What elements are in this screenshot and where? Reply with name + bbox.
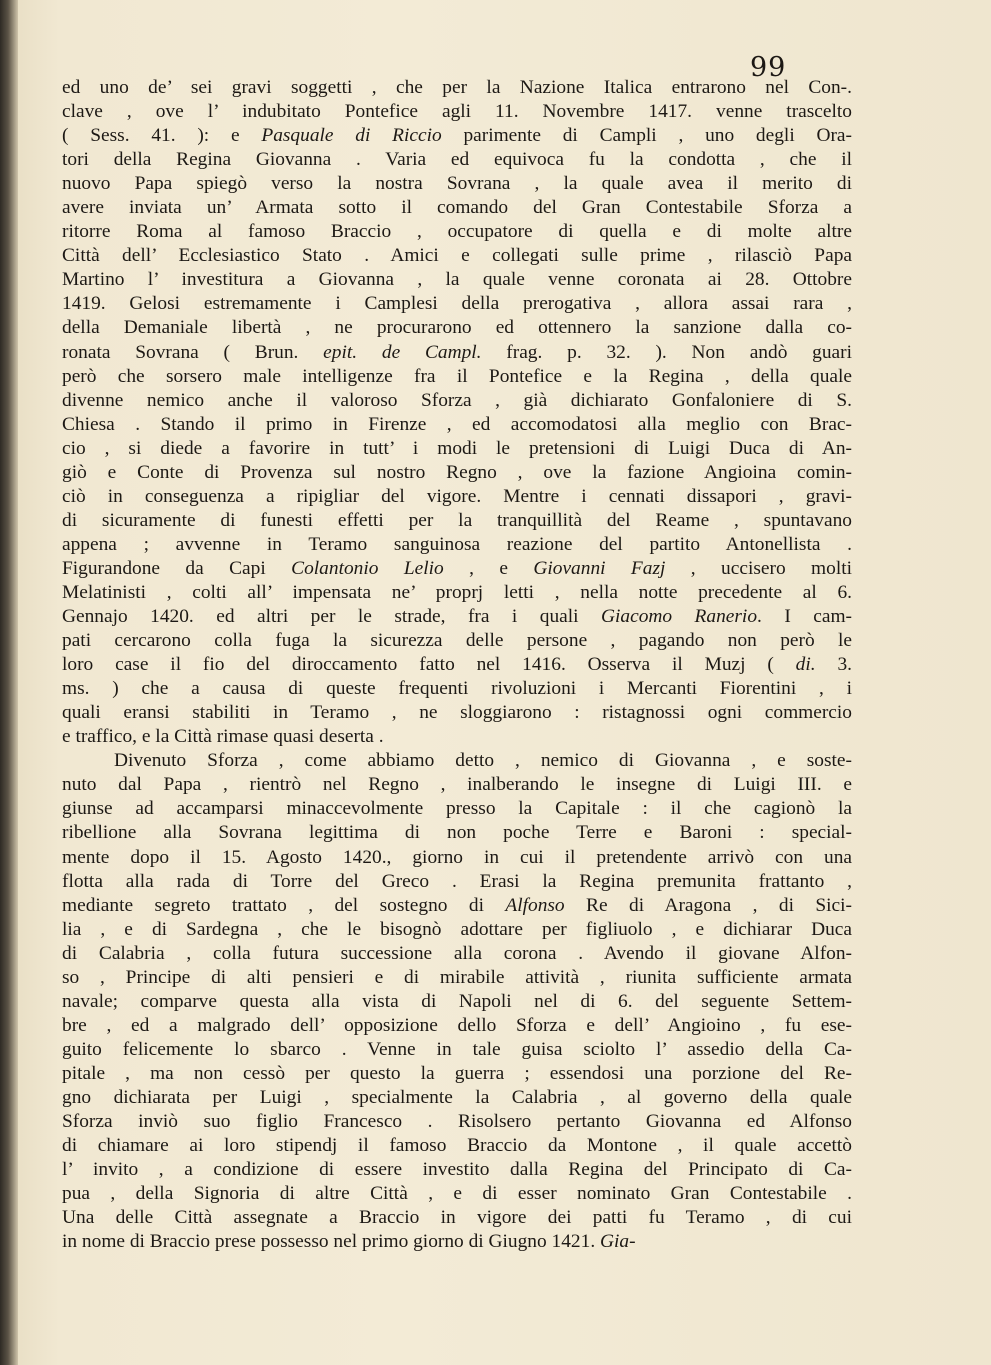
text-run: Una delle Città assegnate a Braccio in vigore dei patti fu Teramo , di cui <box>62 1207 852 1229</box>
text-run: Divenuto Sforza , come abbiamo detto , nemico di Giovanna , e soste- <box>114 750 852 772</box>
text-line <box>62 172 852 196</box>
text-run: flotta alla rada di Torre del Greco . Erasi la Regina premunita frattanto , <box>62 870 852 892</box>
text-run: lia , e di Sardegna , che le bisognò adottare per figliuolo , e dichiarar Duca <box>62 918 852 940</box>
text-run: Martino l’ investitura a Giovanna , la quale venne coronata ai 28. Ottobre <box>62 269 852 291</box>
text-line <box>62 894 852 918</box>
text-line <box>62 365 852 389</box>
text-run: 3. <box>815 654 853 676</box>
text-line <box>62 413 852 437</box>
text-line <box>62 749 852 773</box>
text-run: ( Sess. 41. ): e <box>62 125 262 147</box>
text-run: Figurandone da Capi <box>62 557 292 579</box>
text-line <box>62 509 852 533</box>
text-run: ed uno de’ sei gravi soggetti , che per la Nazione Italica entrarono nel Con-. <box>62 77 852 98</box>
text-run: nuto dal Papa , rientrò nel Regno , inalberando le insegne di Luigi III. e <box>62 774 852 796</box>
text-line <box>62 677 852 701</box>
text-line <box>62 196 852 220</box>
text-run: mente dopo il 15. Agosto 1420., giorno in cui il pretendente arrivò con una <box>62 846 852 868</box>
text-run: so , Principe di alti pensieri e di mirabile attività , riunita sufficiente armata <box>62 966 852 988</box>
text-run: ms. ) che a causa di queste frequenti rivoluzioni i Mercanti Fiorentini , i <box>62 678 852 700</box>
text-line <box>62 773 852 797</box>
text-run: ciò in conseguenza a ripigliar del vigore. Mentre i cennati dissapori , gravi- <box>62 485 852 507</box>
text-line <box>62 1062 852 1086</box>
italic-run: Colantonio Lelio <box>291 557 444 579</box>
italic-run: epit. de Campl. <box>323 341 482 363</box>
text-run: , uccisero molti <box>665 557 852 579</box>
text-run: navale; comparve questa alla vista di Napoli nel di 6. del seguente Settem- <box>62 990 852 1012</box>
text-run: Sforza inviò suo figlio Francesco . Risolsero pertanto Giovanna ed Alfonso <box>62 1111 852 1133</box>
text-run: mediante segreto trattato , del sostegno di <box>62 894 506 916</box>
text-run: di sicuramente di funesti effetti per la tranquillità del Reame , spuntavano <box>62 509 852 531</box>
text-run: tori della Regina Giovanna . Varia ed equivoca fu la condotta , che il <box>62 149 852 171</box>
text-run: nuovo Papa spiegò verso la nostra Sovrana , la quale avea il merito di <box>62 173 852 195</box>
text-line <box>62 701 852 725</box>
text-run: . I cam- <box>757 606 852 628</box>
text-line <box>62 653 852 677</box>
text-run: Gennajo 1420. ed altri per le strade, fra i quali <box>62 606 601 628</box>
text-line <box>62 437 852 461</box>
text-line <box>62 821 852 845</box>
italic-run: Pasquale di Riccio <box>261 125 442 147</box>
text-run: ronata Sovrana ( Brun. <box>62 341 324 363</box>
book-gutter-shadow <box>0 0 18 1365</box>
text-run: ribellione alla Sovrana legittima di non poche Terre e Baroni : special- <box>62 822 852 844</box>
text-run: Chiesa . Stando il primo in Firenze , ed accomodatosi alla meglio con Brac- <box>62 413 852 435</box>
text-line <box>62 148 852 172</box>
paragraph <box>62 76 852 749</box>
text-run: clave , ove l’ indubitato Pontefice agli 11. Novembre 1417. venne trascelto <box>62 101 852 123</box>
italic-run: Giovanni Fazj <box>533 557 666 579</box>
text-line <box>62 1182 852 1206</box>
text-line <box>62 1086 852 1110</box>
text-run: della Demaniale libertà , ne procurarono ed ottennero la sanzione dalla co- <box>62 317 852 339</box>
text-run: ritorre Roma al famoso Braccio , occupatore di quella e di molte altre <box>62 221 852 243</box>
text-line <box>62 461 852 485</box>
text-line <box>62 581 852 605</box>
paragraph <box>62 749 852 1254</box>
page-number: 99 <box>750 52 787 83</box>
text-line <box>62 1206 852 1230</box>
text-line <box>62 629 852 653</box>
text-line <box>62 797 852 821</box>
text-run: frag. p. 32. ). Non andò guari <box>481 341 853 363</box>
text-line <box>62 124 852 148</box>
text-line <box>62 220 852 244</box>
text-line <box>62 76 852 100</box>
text-line <box>62 100 852 124</box>
text-line <box>62 870 852 894</box>
text-line <box>62 918 852 942</box>
italic-run: Giacomo Ranerio <box>601 606 758 628</box>
text-line <box>62 1134 852 1158</box>
text-run: cio , si diede a favorire in tutt’ i modi le pretensioni di Luigi Duca di An- <box>62 437 852 459</box>
text-run: avere inviata un’ Armata sotto il comando del Gran Contestabile Sforza a <box>62 197 852 219</box>
text-run: l’ invito , a condizione di essere investito dalla Regina del Principato di Ca- <box>62 1159 852 1181</box>
text-line <box>62 725 852 749</box>
text-run: quali eransi stabiliti in Teramo , ne sloggiarono : ristagnossi ogni commercio <box>62 702 852 724</box>
text-run: , e <box>443 557 534 579</box>
text-run: pua , della Signoria di altre Città , e di esser nominato Gran Contestabile . <box>62 1183 852 1205</box>
text-run: parimente di Campli , uno degli Ora- <box>441 125 852 147</box>
text-run: però che sorsero male intelligenze fra il Pontefice e la Regina , della quale <box>62 365 852 387</box>
italic-run: di. <box>795 654 816 676</box>
text-line <box>62 557 852 581</box>
text-run: guito felicemente lo sbarco . Venne in tale guisa sciolto l’ assedio della Ca- <box>62 1038 852 1060</box>
text-line <box>62 1110 852 1134</box>
text-line <box>62 605 852 629</box>
text-line <box>62 485 852 509</box>
text-line <box>62 942 852 966</box>
italic-run: Alfonso <box>505 894 565 916</box>
text-run: divenne nemico anche il valoroso Sforza , già dichiarato Gonfaloniere di S. <box>62 389 852 411</box>
text-run: di chiamare ai loro stipendj il famoso Braccio da Montone , il quale accettò <box>62 1135 852 1157</box>
text-run: gno dichiarata per Luigi , specialmente la Calabria , al governo della quale <box>62 1086 852 1108</box>
text-run: in nome di Braccio prese possesso nel primo giorno di Giugno 1421. <box>62 1231 601 1253</box>
text-line <box>62 244 852 268</box>
text-run: giò e Conte di Provenza sul nostro Regno , ove la fazione Angioina comin- <box>62 461 852 483</box>
text-run: Re di Aragona , di Sici- <box>564 894 852 916</box>
text-run: giunse ad accamparsi minaccevolmente presso la Capitale : il che cagionò la <box>62 798 852 820</box>
text-run: pati cercarono colla fuga la sicurezza delle persone , pagando non però le <box>62 630 852 652</box>
text-line <box>62 966 852 990</box>
text-line <box>62 1014 852 1038</box>
text-run: appena ; avvenne in Teramo sanguinosa reazione del partito Antonellista . <box>62 533 852 555</box>
text-line <box>62 316 852 340</box>
text-run: bre , ed a malgrado dell’ opposizione dello Sforza e dell’ Angioino , fu ese- <box>62 1014 852 1036</box>
text-line <box>62 341 852 365</box>
text-run: pitale , ma non cessò per questo la guerra ; essendosi una porzione del Re- <box>62 1062 852 1084</box>
text-line <box>62 533 852 557</box>
text-line <box>62 1230 852 1254</box>
text-run: di Calabria , colla futura successione alla corona . Avendo il giovane Alfon- <box>62 942 852 964</box>
text-line <box>62 1038 852 1062</box>
text-line <box>62 292 852 316</box>
text-line <box>62 1158 852 1182</box>
text-run: Città dell’ Ecclesiastico Stato . Amici e collegati sulle prime , rilasciò Papa <box>62 245 852 267</box>
text-run: e traffico, e la Città rimase quasi deserta . <box>62 726 384 748</box>
text-line <box>62 389 852 413</box>
text-run: loro case il fio del diroccamento fatto nel 1416. Osserva il Muzj ( <box>62 654 796 676</box>
text-line <box>62 268 852 292</box>
text-run: Melatinisti , colti all’ impensata ne’ proprj letti , nella notte precedente al 6. <box>62 581 852 603</box>
text-run: 1419. Gelosi estremamente i Camplesi della prerogativa , allora assai rara , <box>62 293 852 315</box>
italic-run: Gia- <box>600 1231 636 1253</box>
body-text <box>62 76 852 1254</box>
text-line <box>62 990 852 1014</box>
text-line <box>62 846 852 870</box>
